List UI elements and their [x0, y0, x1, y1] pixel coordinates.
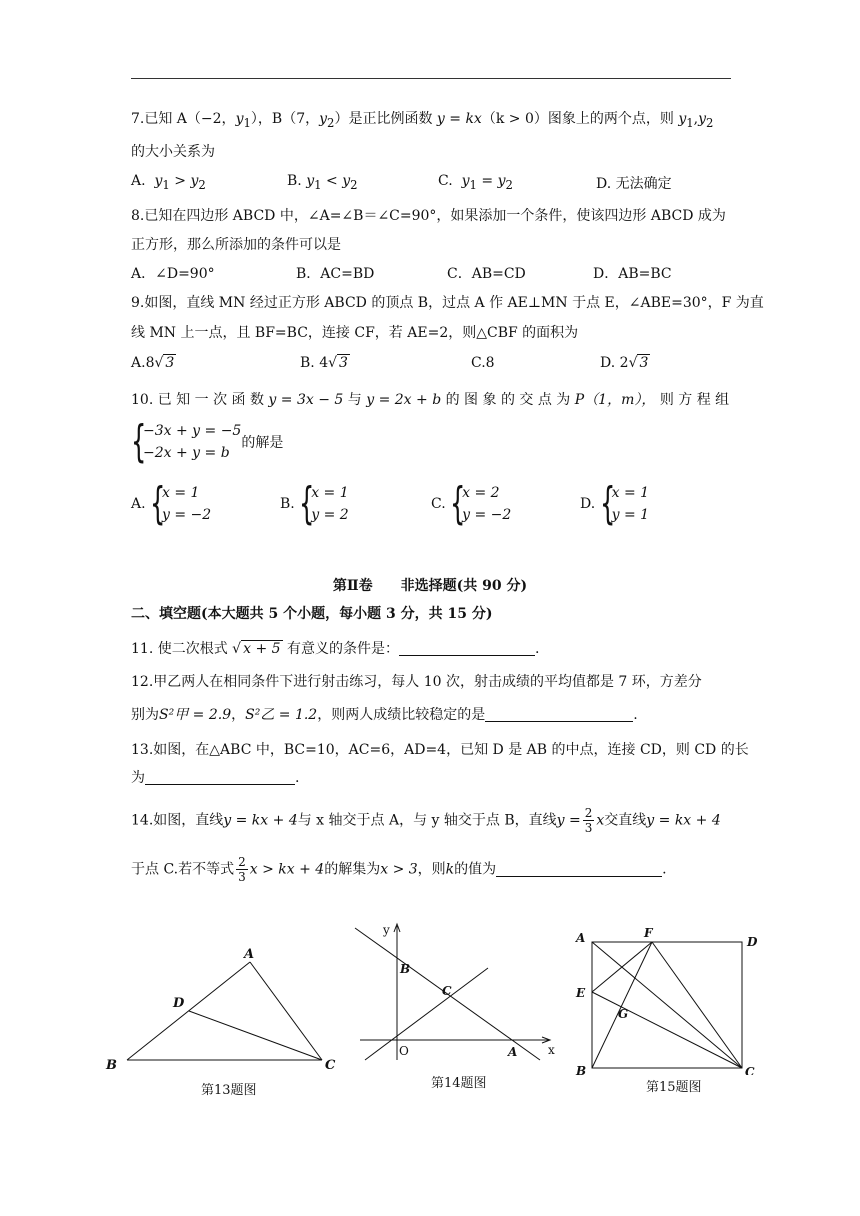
fig15-segment-fb [592, 942, 652, 1068]
figure-13 [100, 940, 340, 1080]
fig14-label-a: A [508, 1045, 518, 1059]
q12-line1: 12.甲乙两人在相同条件下进行射击练习，每人 10 次，射击成绩的平均值都是 7 环，方差分 [131, 674, 702, 690]
q8-option-b: B．AC=BD [296, 266, 375, 282]
figure-14 [350, 918, 570, 1068]
q9-line2: 线 MN 上一点，且 BF=BC，连接 CF，若 AE=2，则△CBF 的面积为 [131, 325, 579, 341]
fig14-label-y: y [383, 923, 390, 937]
fig13-label-b: B [106, 1058, 117, 1073]
fig15-caption: 第15题图 [646, 1080, 702, 1095]
q7-option-c: C. $y_1 = y_2$ [438, 173, 513, 192]
fig15-label-c: C [745, 1065, 755, 1075]
q12-answer-blank[interactable] [485, 707, 633, 722]
fig15-segment-ec [592, 992, 742, 1068]
q10-option-d: D. { x = 1 y = 1 [580, 478, 650, 529]
fig14-label-x: x [548, 1043, 555, 1057]
fig15-label-f: F [644, 926, 653, 940]
q13-line1: 13.如图，在△ABC 中，BC=10，AC=6，AD=4，已知 D 是 AB 的中点，连接 CD，则 CD 的长 [131, 742, 749, 758]
header-rule [131, 78, 731, 79]
fig13-side-ab [127, 962, 250, 1060]
fig15-diag-ac [592, 942, 742, 1068]
figure-15 [570, 925, 770, 1075]
fig13-label-a: A [244, 947, 255, 962]
fig14-label-c: C [442, 984, 452, 998]
fig13-label-d: D [173, 996, 185, 1011]
q8-line2: 正方形，那么所添加的条件可以是 [131, 237, 341, 253]
q9-option-c: C.8 [471, 355, 495, 371]
q8-option-a: A．∠D=90° [131, 266, 215, 282]
q7-line1: 7.已知 A（−2，$y_1$），B（7，$y_2$）是正比例函数 y = kx（k > 0）图象上的两个点，则 $y_1,y_2$ [131, 111, 714, 130]
part2-heading: 二、填空题(本大题共 5 个小题，每小题 3 分，共 15 分) [131, 606, 493, 622]
fig15-label-e: E [576, 986, 586, 1000]
q7-option-a: A. $y_1 > y_2$ [131, 173, 206, 192]
q11-answer-blank[interactable] [399, 641, 535, 656]
q13-answer-blank[interactable] [145, 770, 295, 785]
q10-line1: 10. 已 知 一 次 函 数 y = 3x − 5 与 y = 2x + b 的 图 象 的 交 点 为 P（1，m）， 则 方 程 组 [131, 392, 730, 408]
q14-answer-blank[interactable] [496, 862, 662, 877]
fig14-caption: 第14题图 [431, 1076, 487, 1091]
q7-line2: 的大小关系为 [131, 144, 215, 160]
fig15-label-b: B [576, 1064, 587, 1075]
fig13-segment-cd [189, 1011, 322, 1060]
section-title: 第Ⅱ卷 非选择题(共 90 分) [332, 578, 528, 594]
q11-line: 11. 使二次根式 √ x + 5 有意义的条件是： . [131, 641, 540, 657]
q10-option-a: A. { x = 1 y = −2 [131, 478, 212, 529]
q8-line1: 8.已知在四边形 ABCD 中，∠A=∠B＝∠C=90°，如果添加一个条件，使该四边形 ABCD 成为 [131, 208, 726, 224]
q14-line2: 于点 C.若不等式 $\frac{2}{3}$ x > kx + 4的解集为x > 3，则k的值为 . [131, 855, 667, 884]
q10-option-b: B. { x = 1 y = 2 [280, 478, 349, 529]
q13-line2: 为 . [131, 770, 300, 786]
fig15-segment-fc [652, 942, 742, 1068]
fig15-label-d: D [747, 935, 758, 949]
q7-option-d: D. 无法确定 [596, 176, 672, 192]
q7-option-b: B. $y_1 < y_2$ [287, 173, 358, 192]
q9-line1: 9.如图，直线 MN 经过正方形 ABCD 的顶点 B，过点 A 作 AE⊥MN 于点 E，∠ABE=30°，F 为直 [131, 295, 764, 311]
fig14-label-o: O [399, 1044, 409, 1058]
q10-option-c: C. { x = 2 y = −2 [431, 478, 512, 529]
fig13-side-ac [250, 962, 322, 1060]
q10-system: { −3x + y = −5 −2x + y = b 的解是 [131, 416, 284, 467]
q14-line1: 14.如图，直线y = kx + 4与 x 轴交于点 A，与 y 轴交于点 B，直线y = $\frac{2}{3}$ x交直线y = kx + 4 [131, 806, 721, 835]
q9-option-b: B. 4√ 3 [300, 355, 348, 371]
q9-option-d: D. 2√ 3 [600, 355, 649, 371]
q9-option-a: A.8√ 3 [131, 355, 175, 371]
fig14-line-2-3x [365, 968, 488, 1060]
q12-line2: 别为S²甲 = 2.9，S²乙 = 1.2，则两人成绩比较稳定的是 . [131, 707, 638, 723]
q8-option-c: C．AB=CD [447, 266, 526, 282]
fig14-label-b: B [400, 962, 411, 976]
fig15-label-g: G [618, 1007, 629, 1021]
fig13-caption: 第13题图 [201, 1083, 257, 1098]
fig13-label-c: C [325, 1058, 336, 1073]
q8-option-d: D．AB=BC [593, 266, 672, 282]
fig15-label-a: A [576, 931, 586, 945]
